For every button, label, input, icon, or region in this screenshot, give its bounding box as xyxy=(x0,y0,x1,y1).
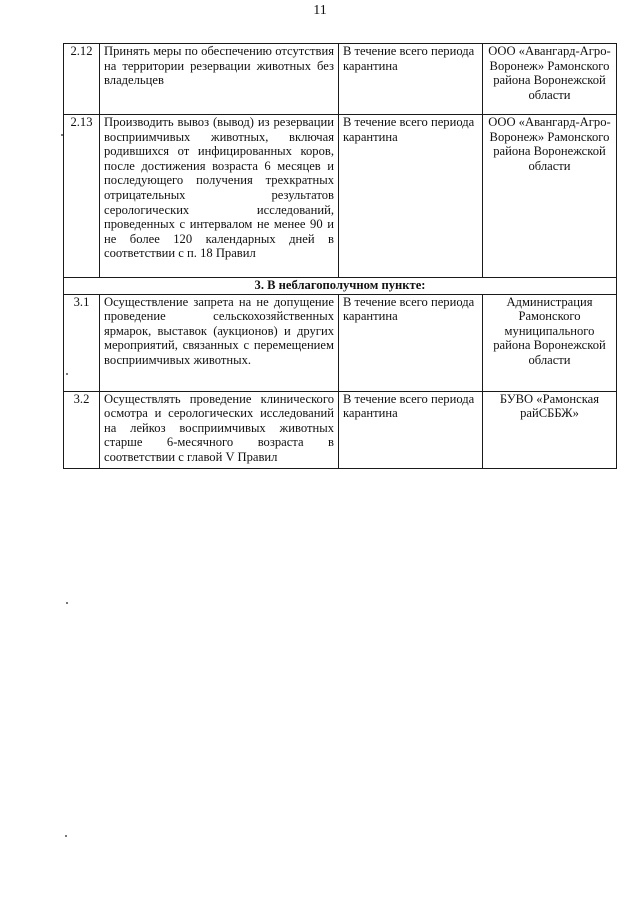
scan-speck xyxy=(66,602,68,604)
item-number: 2.13 xyxy=(64,115,100,278)
term-text: В течение всего периода карантина xyxy=(339,294,483,391)
table-row xyxy=(64,391,617,468)
section-row xyxy=(64,278,617,295)
responsible-text: БУВО «Рамонская райСББЖ» xyxy=(483,391,617,468)
scan-speck xyxy=(66,373,68,375)
table-row xyxy=(64,115,617,278)
section-heading: 3. В неблагополучном пункте: xyxy=(64,278,617,295)
term-text: В течение всего периода карантина xyxy=(339,44,483,115)
term-text: В течение всего периода карантина xyxy=(339,391,483,468)
table-row xyxy=(64,294,617,391)
measure-text: Производить вывоз (вывод) из резервации восприимчивых животных, включая родившихся от инфицированных коров, после достижения возраста 6 месяцев и последующего получения трехкратных отрицательных результатов серологических исследований, проведенных с интервалом не менее 90 и не более 120 календарных дней в соответствии с п. 18 Правил xyxy=(100,115,339,278)
table-row xyxy=(64,44,617,115)
measure-text: Осуществлять проведение клинического осмотра и серологических исследований на лейкоз восприимчивых животных старше 6-месячного возраста в соответствии с главой V Правил xyxy=(100,391,339,468)
scan-speck xyxy=(61,134,63,136)
responsible-text: Администрация Рамонского муниципального района Воронежской области xyxy=(483,294,617,391)
page-number: 11 xyxy=(313,3,327,18)
item-number: 3.1 xyxy=(64,294,100,391)
item-number: 3.2 xyxy=(64,391,100,468)
responsible-text: ООО «Авангард-Агро-Воронеж» Рамонского района Воронежской области xyxy=(483,115,617,278)
measures-table xyxy=(63,43,617,469)
measure-text: Осуществление запрета на не допущение проведение сельскохозяйственных ярмарок, выставок (аукционов) и других мероприятий, связанных с перемещением восприимчивых животных. xyxy=(100,294,339,391)
scan-speck xyxy=(65,835,67,837)
measure-text: Принять меры по обеспечению отсутствия на территории резервации животных без владельцев xyxy=(100,44,339,115)
item-number: 2.12 xyxy=(64,44,100,115)
term-text: В течение всего периода карантина xyxy=(339,115,483,278)
responsible-text: ООО «Авангард-Агро-Воронеж» Рамонского района Воронежской области xyxy=(483,44,617,115)
